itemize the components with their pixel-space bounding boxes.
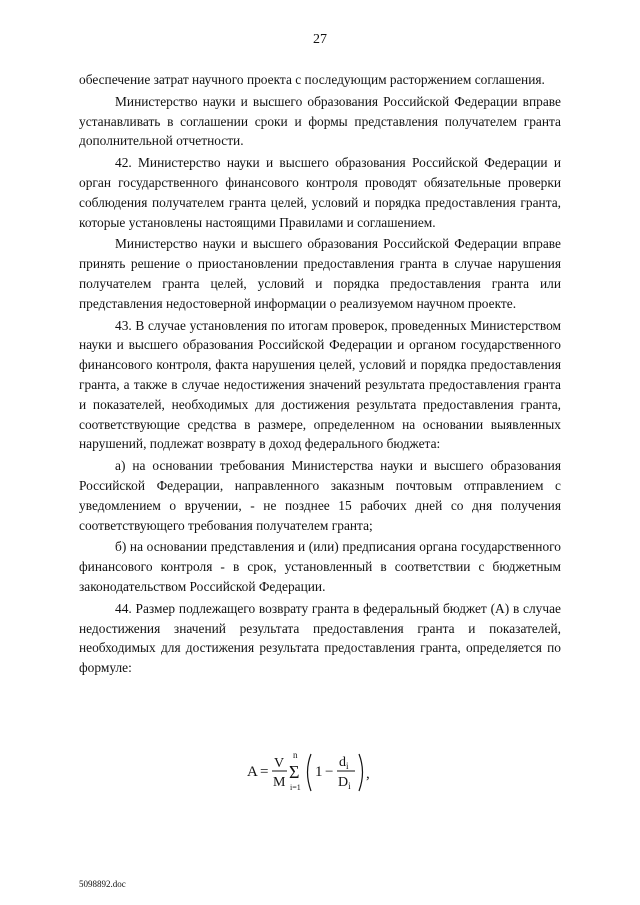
page-number: 27: [313, 32, 327, 47]
formula-D-subscript: i: [348, 781, 351, 791]
formula-frac1-numerator: V: [274, 756, 285, 771]
formula-minus: −: [325, 764, 334, 780]
formula-frac2-denominator: [338, 775, 351, 791]
formula-frac2-numerator: [339, 755, 349, 771]
formula-equals: =: [260, 764, 269, 780]
left-paren-icon: [308, 754, 312, 791]
formula-frac1-denominator: M: [273, 775, 286, 790]
footer-filename: 5098892.doc: [79, 879, 126, 889]
paragraph: а) на основании требования Министерства науки и высшего образования Российской Федерации, направленного заказным почтовым отправлением с уведомлением о вручении, - не позднее 15 рабочих дней со дня получения соответствующего требования получателем гранта;: [79, 458, 561, 533]
formula-trailing-comma: ,: [366, 766, 370, 782]
formula-d-subscript: i: [346, 761, 349, 771]
formula-svg: [245, 748, 395, 798]
paragraph: 44. Размер подлежащего возврату гранта в федеральный бюджет (А) в случае недостижения значений результата предоставления гранта и показателей, необходимых для достижения результата предоставления гранта, определяется по формуле:: [79, 600, 561, 676]
paragraph: 42. Министерство науки и высшего образования Российской Федерации и орган государственного финансового контроля проводят обязательные проверки соблюдения получателем гранта целей, условий и порядка предоставления гранта, которые установлены настоящими Правилами и соглашением.: [79, 155, 561, 230]
paragraph: Министерство науки и высшего образования Российской Федерации вправе устанавливать в соглашении сроки и формы представления получателем гранта дополнительной отчетности.: [79, 93, 561, 149]
formula-sum-lower: i=1: [290, 783, 301, 792]
document-body: [79, 70, 561, 680]
paragraph: 43. В случае установления по итогам проверок, проведенных Министерством науки и высшего образования Российской Федерации и органом государственного финансового контроля, факта нарушения целей, условий и порядка предоставления гранта, а также в случае недостижения значений результата предоставления гранта и показателей, необходимых для достижения результата предоставления гранта, соответствующие средства в размере, определенном на основании выявленных нарушений, подлежат возврату в доход федерального бюджета:: [79, 317, 561, 452]
paragraph: б) на основании представления и (или) предписания органа государственного финансового контроля - в срок, установленный в соответствии с бюджетным законодательством Российской Федерации.: [79, 539, 561, 594]
right-paren-icon: [359, 754, 363, 791]
formula-d: d: [339, 755, 346, 770]
formula-D: D: [338, 775, 349, 790]
paragraph: обеспечение затрат научного проекта с последующим расторжением соглашения.: [79, 72, 545, 87]
paragraph: Министерство науки и высшего образования Российской Федерации вправе принять решение о приостановлении предоставления гранта в случае нарушения получателем гранта целей, условий и порядка предоставления гранта или представления недостоверной информации о реализуемом научном проекте.: [79, 236, 561, 311]
formula-lhs: A: [247, 764, 258, 780]
return-amount-formula: [0, 748, 640, 798]
sum-icon: Σ: [289, 762, 300, 782]
formula-one: 1: [315, 764, 323, 780]
formula-sum-upper: n: [293, 750, 298, 760]
